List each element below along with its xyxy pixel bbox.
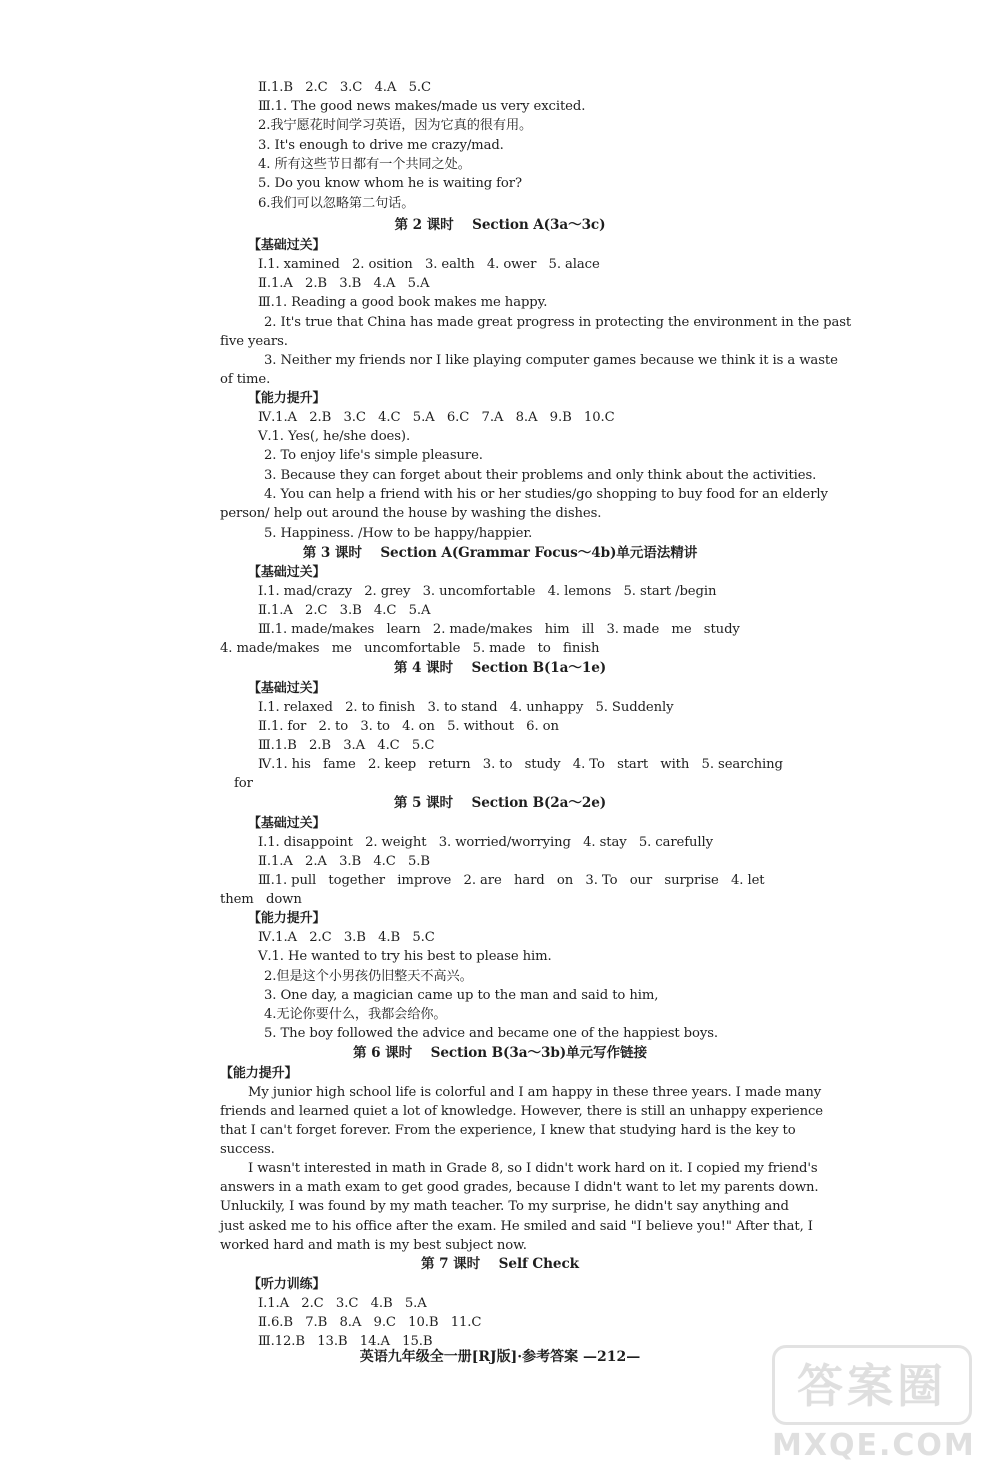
answer-line: 4. made/makes me uncomfortable 5. made to finish	[220, 641, 600, 656]
answer-line: that I can't forget forever. From the experience, I knew that studying hard is the key to	[220, 1123, 796, 1138]
page-footer: 英语九年级全一册[RJ版]·参考答案 —212—	[359, 1349, 641, 1365]
watermark-url: MXQE.COM	[772, 1428, 976, 1463]
answer-line: 6.我们可以忽略第二句话。	[258, 196, 415, 211]
answer-line: success.	[220, 1142, 275, 1157]
part-label: 【听力训练】	[248, 1277, 326, 1292]
answer-line: 3. One day, a magician came up to the man and said to him,	[264, 988, 659, 1003]
answer-line: I wasn't interested in math in Grade 8, so I didn't work hard on it. I copied my friend's	[248, 1161, 818, 1176]
answer-line: 2.我宁愿花时间学习英语，因为它真的很有用。	[258, 118, 533, 133]
part-label: 【基础过关】	[248, 565, 326, 580]
answer-line: answers in a math exam to get good grades, because I didn't want to let my parents down.	[220, 1180, 819, 1195]
answer-line: for	[234, 776, 253, 791]
answer-line: Ⅰ.1. mad/crazy 2. grey 3. uncomfortable 4. lemons 5. start /begin	[258, 584, 717, 599]
answer-line: 3. Neither my friends nor I like playing computer games because we think it is a waste	[264, 353, 838, 368]
answer-line: 4. 所有这些节日都有一个共同之处。	[258, 157, 471, 172]
answer-line: 5. Happiness. /How to be happy/happier.	[264, 526, 533, 541]
answer-line: 2.但是这个小男孩仍旧整天不高兴。	[264, 969, 473, 984]
answer-line: of time.	[220, 372, 271, 387]
answer-line: My junior high school life is colorful and I am happy in these three years. I made many	[248, 1085, 822, 1100]
answer-line: 3. Because they can forget about their problems and only think about the activities.	[264, 468, 817, 483]
watermark-logo	[772, 1345, 976, 1465]
answer-line: Ⅲ.12.B 13.B 14.A 15.B	[258, 1334, 433, 1349]
part-label: 【能力提升】	[248, 391, 326, 406]
answer-line: worked hard and math is my best subject now.	[220, 1238, 527, 1253]
answer-line: Ⅲ.1.B 2.B 3.A 4.C 5.C	[258, 738, 435, 753]
answer-line: 4. You can help a friend with his or her studies/go shopping to buy food for an elderly	[264, 487, 828, 502]
answer-line: Ⅱ.1.A 2.B 3.B 4.A 5.A	[258, 276, 430, 291]
part-label: 【基础过关】	[248, 238, 326, 253]
answer-line: Ⅰ.1. xamined 2. osition 3. ealth 4. ower 5. alace	[258, 257, 600, 272]
watermark-title: 答案圈	[772, 1345, 972, 1425]
answer-line: Ⅱ.1.A 2.A 3.B 4.C 5.B	[258, 854, 430, 869]
part-label: 【能力提升】	[248, 911, 326, 926]
section-heading: 第 7 课时 Self Check	[421, 1256, 579, 1272]
answer-line: Ⅲ.1. Reading a good book makes me happy.	[258, 295, 548, 310]
answer-line: Unluckily, I was found by my math teacher. To my surprise, he didn't say anything and	[220, 1199, 789, 1214]
part-label: 【基础过关】	[248, 816, 326, 831]
section-heading: 第 3 课时 Section A(Grammar Focus～4b)单元语法精讲	[302, 545, 698, 561]
part-label: 【基础过关】	[248, 681, 326, 696]
answer-line: Ⅱ.6.B 7.B 8.A 9.C 10.B 11.C	[258, 1315, 482, 1330]
answer-line: 5. Do you know whom he is waiting for?	[258, 176, 522, 191]
answer-line: person/ help out around the house by washing the dishes.	[220, 506, 602, 521]
answer-line: five years.	[220, 334, 288, 349]
answer-line: Ⅴ.1. Yes(, he/she does).	[258, 429, 411, 444]
answer-line: Ⅴ.1. He wanted to try his best to please him.	[258, 949, 552, 964]
answer-line: Ⅲ.1. made/makes learn 2. made/makes him ill 3. made me study	[258, 622, 740, 637]
answer-line: Ⅱ.1. for 2. to 3. to 4. on 5. without 6. on	[258, 719, 559, 734]
answer-line: Ⅳ.1.A 2.C 3.B 4.B 5.C	[258, 930, 435, 945]
section-heading: 第 6 课时 Section B(3a～3b)单元写作链接	[352, 1045, 648, 1061]
answer-line: Ⅲ.1. pull together improve 2. are hard on 3. To our surprise 4. let	[258, 873, 765, 888]
answer-line: Ⅱ.1.A 2.C 3.B 4.C 5.A	[258, 603, 431, 618]
answer-line: Ⅰ.1. disappoint 2. weight 3. worried/worrying 4. stay 5. carefully	[258, 835, 714, 850]
answer-line: 2. To enjoy life's simple pleasure.	[264, 448, 483, 463]
section-heading: 第 5 课时 Section B(2a～2e)	[393, 795, 607, 811]
answer-line: 5. The boy followed the advice and became one of the happiest boys.	[264, 1026, 718, 1041]
section-heading: 第 4 课时 Section B(1a～1e)	[393, 660, 607, 676]
answer-line: 4.无论你要什么，我都会给你。	[264, 1007, 447, 1022]
answer-line: Ⅳ.1. his fame 2. keep return 3. to study 4. To start with 5. searching	[258, 757, 783, 772]
answer-line: 2. It's true that China has made great progress in protecting the environment in the past	[264, 315, 852, 330]
part-label: 【能力提升】	[220, 1066, 298, 1081]
answer-line: 3. It's enough to drive me crazy/mad.	[258, 138, 504, 153]
answer-line: friends and learned quiet a lot of knowledge. However, there is still an unhappy experience	[220, 1104, 824, 1119]
section-heading: 第 2 课时 Section A(3a～3c)	[394, 217, 606, 233]
answer-line: Ⅱ.1.B 2.C 3.C 4.A 5.C	[258, 80, 431, 95]
answer-line: Ⅲ.1. The good news makes/made us very excited.	[258, 99, 586, 114]
answer-line: just asked me to his office after the exam. He smiled and said "I believe you!" After that, I	[220, 1219, 813, 1234]
answer-line: them down	[220, 892, 302, 907]
answer-line: Ⅳ.1.A 2.B 3.C 4.C 5.A 6.C 7.A 8.A 9.B 10.C	[258, 410, 615, 425]
answer-line: Ⅰ.1. relaxed 2. to finish 3. to stand 4. unhappy 5. Suddenly	[258, 700, 674, 715]
answer-line: Ⅰ.1.A 2.C 3.C 4.B 5.A	[258, 1296, 427, 1311]
